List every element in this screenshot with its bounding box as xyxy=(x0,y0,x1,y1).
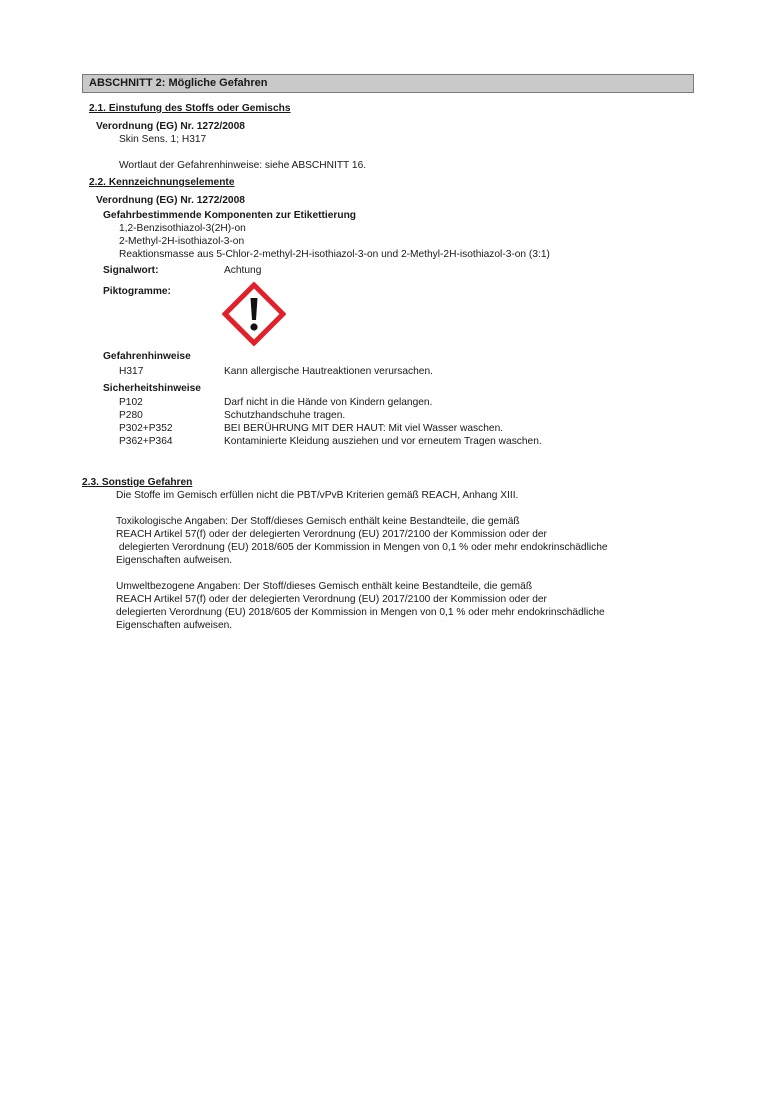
heading-2-3: 2.3. Sonstige Gefahren xyxy=(82,477,193,488)
precaution-code: P280 xyxy=(119,410,143,421)
components-label: Gefahrbestimmende Komponenten zur Etikettierung xyxy=(103,210,357,221)
wording-note: Wortlaut der Gefahrenhinweise: siehe ABSCHNITT 16. xyxy=(119,160,367,171)
heading-2-2: 2.2. Kennzeichnungselemente xyxy=(89,177,235,188)
precaution-text: Schutzhandschuhe tragen. xyxy=(224,410,346,421)
hazard-text: Kann allergische Hautreaktionen verursachen. xyxy=(224,366,433,377)
precaution-code: P102 xyxy=(119,397,143,408)
precautionary-statements-label: Sicherheitshinweise xyxy=(103,383,201,394)
hazard-code: H317 xyxy=(119,366,144,377)
section-header-bar xyxy=(82,74,694,93)
tox-line: REACH Artikel 57(f) oder der delegierten Verordnung (EU) 2017/2100 der Kommission oder der xyxy=(116,529,547,540)
pbt-note: Die Stoffe im Gemisch erfüllen nicht die PBT/vPvB Kriterien gemäß REACH, Anhang XIII. xyxy=(116,490,519,501)
precaution-code: P302+P352 xyxy=(119,423,173,434)
tox-line: Eigenschaften aufweisen. xyxy=(116,555,233,566)
hazard-statements-label: Gefahrenhinweise xyxy=(103,351,191,362)
tox-line: delegierten Verordnung (EU) 2018/605 der Kommission in Mengen von 0,1 % oder mehr endokrinschädliche xyxy=(116,542,608,553)
pictogram-label: Piktogramme: xyxy=(103,286,171,297)
ghs07-exclamation-icon xyxy=(222,282,286,346)
env-line: Umweltbezogene Angaben: Der Stoff/dieses Gemisch enthält keine Bestandteile, die gemäß xyxy=(116,581,533,592)
env-line: REACH Artikel 57(f) oder der delegierten Verordnung (EU) 2017/2100 der Kommission oder der xyxy=(116,594,547,605)
signal-word-value: Achtung xyxy=(224,265,262,276)
classification-text: Skin Sens. 1; H317 xyxy=(119,134,207,145)
tox-line: Toxikologische Angaben: Der Stoff/dieses Gemisch enthält keine Bestandteile, die gemäß xyxy=(116,516,520,527)
component-item: 1,2-Benzisothiazol-3(2H)-on xyxy=(119,223,246,234)
signal-word-label: Signalwort: xyxy=(103,265,159,276)
env-line: Eigenschaften aufweisen. xyxy=(116,620,233,631)
regulation-2-2: Verordnung (EG) Nr. 1272/2008 xyxy=(96,195,245,206)
heading-2-1: 2.1. Einstufung des Stoffs oder Gemischs xyxy=(89,103,291,114)
component-item: 2-Methyl-2H-isothiazol-3-on xyxy=(119,236,245,247)
env-line: delegierten Verordnung (EU) 2018/605 der Kommission in Mengen von 0,1 % oder mehr endokrinschädliche xyxy=(116,607,605,618)
section-title: ABSCHNITT 2: Mögliche Gefahren xyxy=(89,77,268,89)
precaution-text: BEI BERÜHRUNG MIT DER HAUT: Mit viel Wasser waschen. xyxy=(224,423,504,434)
component-item: Reaktionsmasse aus 5-Chlor-2-methyl-2H-isothiazol-3-on und 2-Methyl-2H-isothiazol-3-on (3:1) xyxy=(119,249,550,260)
regulation-2-1: Verordnung (EG) Nr. 1272/2008 xyxy=(96,121,245,132)
precaution-text: Kontaminierte Kleidung ausziehen und vor erneutem Tragen waschen. xyxy=(224,436,542,447)
precaution-code: P362+P364 xyxy=(119,436,173,447)
precaution-text: Darf nicht in die Hände von Kindern gelangen. xyxy=(224,397,433,408)
